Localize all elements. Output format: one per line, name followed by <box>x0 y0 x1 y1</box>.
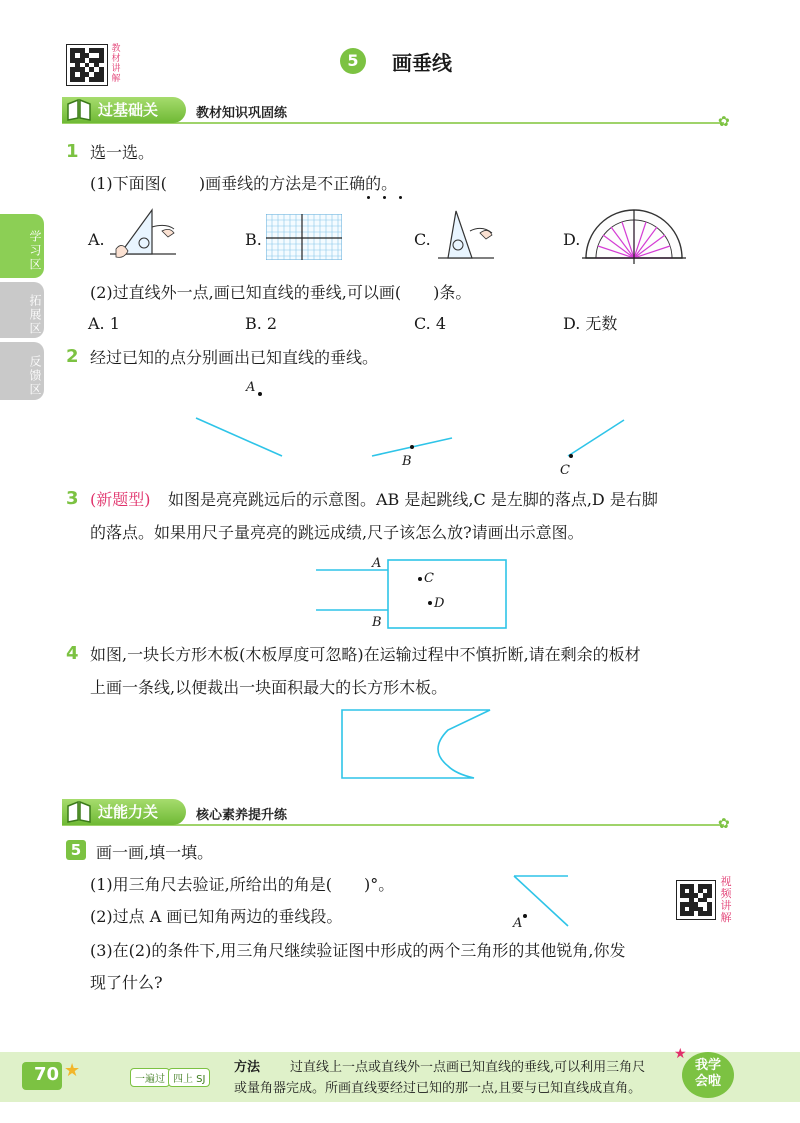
option-b-grid-figure <box>266 214 342 260</box>
option-label: C. <box>414 230 431 249</box>
qr-tag: 教材讲解 <box>111 44 121 84</box>
point-a <box>258 392 262 396</box>
section-name: 过能力关 <box>62 799 186 825</box>
question-text: 如图是亮亮跳远后的示意图。AB 是起跳线,C 是左脚的落点,D 是右脚 <box>168 490 658 509</box>
question-stem: 画一画,填一填。 <box>96 843 214 862</box>
point-label: C <box>424 571 434 586</box>
point-b <box>410 445 414 449</box>
option-label: A. 1 <box>88 314 120 333</box>
book-icon <box>66 98 92 122</box>
tab-study[interactable]: 学习区 <box>0 214 44 278</box>
point-label: B <box>402 454 412 469</box>
badge-text: 我学会啦 <box>694 1058 721 1089</box>
section-name: 过基础关 <box>62 97 186 123</box>
point-c <box>418 577 422 581</box>
option-label: B. 2 <box>245 314 278 333</box>
lesson-number-badge: 5 <box>340 48 366 74</box>
option-a-figure <box>108 205 178 265</box>
emphasis-dot <box>367 196 370 199</box>
long-jump-figure <box>312 552 512 636</box>
option-label: D. <box>563 230 581 249</box>
page-number: 70 <box>34 1064 60 1085</box>
question-stem: 经过已知的点分别画出已知直线的垂线。 <box>90 348 379 367</box>
question-text: 上画一条线,以便裁出一块面积最大的长方形木板。 <box>90 678 448 697</box>
book-icon <box>66 800 92 824</box>
question-part: (1)下面图( )画垂线的方法是不正确的。 <box>90 174 398 193</box>
tab-feedback[interactable]: 反馈区 <box>0 342 44 400</box>
question-part: (2)过点 A 画已知角两边的垂线段。 <box>90 907 343 926</box>
star-icon: ✿ <box>718 816 730 832</box>
section-subtitle: 教材知识巩固练 <box>196 106 288 121</box>
video-tag: 视频讲解 <box>720 875 732 924</box>
question-part: (2)过直线外一点,画已知直线的垂线,可以画( )条。 <box>90 283 472 302</box>
star-icon: ★ <box>674 1046 687 1062</box>
method-text: 或量角器完成。所画直线要经过已知的那一点,且要与已知直线成直角。 <box>234 1081 642 1096</box>
footer-brand: 一遍过 <box>130 1068 170 1087</box>
question-number: 5 <box>66 840 86 860</box>
emphasis-dot <box>383 196 386 199</box>
new-question-tag: (新题型) <box>90 490 151 509</box>
question-number: 1 <box>66 141 79 162</box>
point-label: B <box>372 615 382 630</box>
question-part: 现了什么? <box>90 973 163 992</box>
question-text: 如图,一块长方形木板(木板厚度可忽略)在运输过程中不慎折断,请在剩余的板材 <box>90 645 641 664</box>
option-label: C. 4 <box>414 314 447 333</box>
broken-board-figure <box>336 702 496 782</box>
learned-badge <box>682 1052 734 1098</box>
point-d <box>428 601 432 605</box>
point-c <box>569 454 573 458</box>
option-c-figure <box>436 205 496 265</box>
method-label: 方法 <box>234 1060 261 1075</box>
tab-extend[interactable]: 拓展区 <box>0 282 44 338</box>
question-text: 的落点。如果用尺子量亮亮的跳远成绩,尺子该怎么放?请画出示意图。 <box>90 523 584 542</box>
question-stem: 选一选。 <box>90 143 155 162</box>
point-label: A <box>246 380 256 395</box>
star-icon: ✿ <box>718 114 730 130</box>
page-title: 画垂线 <box>392 51 452 75</box>
point-a <box>523 914 527 918</box>
method-text: 过直线上一点或直线外一点画已知直线的垂线,可以利用三角尺 <box>290 1060 646 1075</box>
question-number: 3 <box>66 488 79 509</box>
point-label: D <box>434 596 445 611</box>
question-number: 4 <box>66 643 79 664</box>
option-label: D. 无数 <box>563 314 618 333</box>
point-label: C <box>560 463 570 478</box>
option-label: A. <box>88 230 105 249</box>
question-part: (3)在(2)的条件下,用三角尺继续验证图中形成的两个三角形的其他锐角,你发 <box>90 941 626 960</box>
point-label: A <box>372 556 382 571</box>
star-icon: ★ <box>64 1060 81 1081</box>
point-label: A <box>513 916 523 931</box>
section-subtitle: 核心素养提升练 <box>196 808 288 823</box>
emphasis-dot <box>399 196 402 199</box>
option-d-protractor-figure <box>582 208 686 266</box>
qr-code[interactable] <box>66 44 108 86</box>
video-qr-code[interactable] <box>676 880 716 920</box>
footer-grade: 四上 SJ <box>168 1068 210 1087</box>
question-part: (1)用三角尺去验证,所给出的角是( )°。 <box>90 875 395 894</box>
option-label: B. <box>245 230 262 249</box>
question-number: 2 <box>66 346 79 367</box>
